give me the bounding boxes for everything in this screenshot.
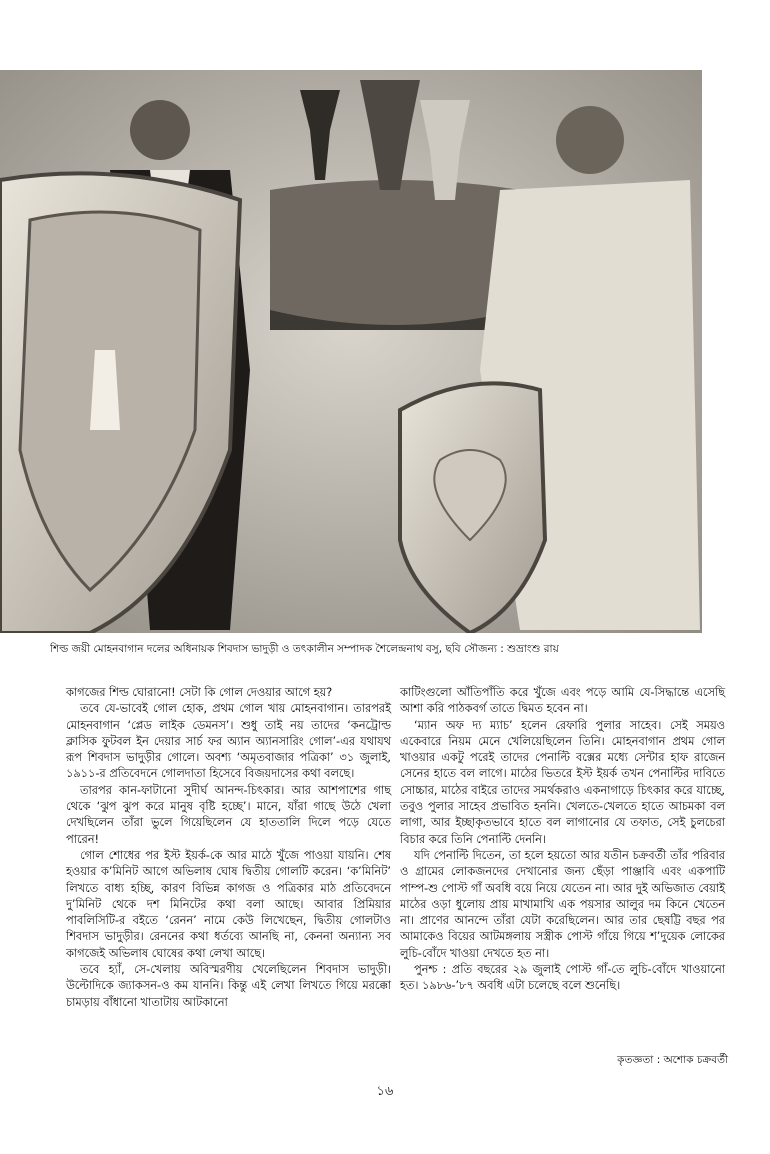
acknowledgement-credit: কৃতজ্ঞতা : অশোক চক্রবর্তী <box>617 1054 728 1066</box>
article-left-column <box>66 685 391 1011</box>
paragraph: পুনশ্চ : প্রতি বছরের ২৯ জুলাই পোস্ট গাঁ-তে লুচি-বোঁদে খাওয়ানো হত। ১৯৮৬-’৮৭ অবধি এটা চলেছে বলে শুনেছি। <box>400 963 725 993</box>
paragraph: ‘ম্যান অফ দ্য ম্যাচ’ হলেন রেফারি পুলার সাহেব। সেই সময়ও একেবারে নিয়ম মেনে খেলিয়েছিলেন তিনি। মোহনবাগান প্রথম গোল খাওয়ার একটু পরেই তাদের পেনাল্টি বক্সের মধ্যে সেন্টার হাফ রাজেন সেনের হাতে বল লাগে। মাঠের ভিতরে ইস্ট ইয়র্ক তখন পেনাল্টির দাবিতে সোচ্চার, মাঠের বাইরে তাদের সমর্থকরাও একনাগাড়ে চিৎকার করে যাচ্ছে, তবুও পুলার সাহেব প্রভাবিত হননি। খেলতে-খেলতে হাতে আচমকা বল লাগা, আর ইচ্ছাকৃতভাবে হাতে বল লাগানোর যে তফাত, সেই চুলচেরা বিচার করে তিনি পেনাল্টি দেননি। <box>400 718 725 846</box>
page-number: ১৬ <box>376 1084 394 1099</box>
historic-team-photo <box>0 70 702 633</box>
paragraph: কাগজের শিল্ড ঘোরানো! সেটা কি গোল দেওয়ার আগে হয়? <box>66 686 333 699</box>
paragraph: গোল শোধের পর ইস্ট ইয়র্ক-কে আর মাঠে খুঁজে পাওয়া যায়নি। শেষ হওয়ার ক’মিনিট আগে অভিলাষ ঘোষ দ্বিতীয় গোলটি করেন। ‘ক’মিনিট’ লিখতে বাধ্য হচ্ছি, কারণ বিভিন্ন কাগজ ও পত্রিকার মাঠ প্রতিবেদনে দু’মিনিট থেকে দশ মিনিটের কথা বলা আছে। আবার প্রিমিয়ার পাবলিসিটি-র বইতে ‘রেনন’ নামে কেউ লিখেছেন, দ্বিতীয় গোলটাও শিবদাস ভাদুড়ীর। রেননের কথা ধর্তব্যে আনছি না, কেননা অন্যান্য সব কাগজেই অভিলাষ ঘোষের কথা লেখা আছে। <box>66 848 391 960</box>
photo-caption: শিল্ড জয়ী মোহনবাগান দলের অধিনায়ক শিবদাস ভাদুড়ী ও তৎকালীন সম্পাদক শৈলেন্দ্রনাথ বসু, ছবি সৌজন্য : শুভ্রাংশু রায় <box>50 643 559 655</box>
article-right-column <box>400 685 725 995</box>
paragraph: তবে যে-ভাবেই গোল হোক, প্রথম গোল খায় মোহনবাগান। তারপরই মোহনবাগান ‘প্লেড লাইক ডেমনস’। শুধু তাই নয় তাদের ‘কনট্রোল্ড ক্লাসিক ফুটবল ইন দেয়ার সার্চ ফর অ্যান অ্যানসারিং গোল’-এর যথাযথ রূপ শিবদাস ভাদুড়ীর গোলে। অবশ্য ‘অমৃতবাজার পত্রিকা’ ৩১ জুলাই, ১৯১১-র প্রতিবেদনে গোলদাতা হিসেবে বিজয়দাসের কথা বলছে। <box>66 702 391 781</box>
paragraph: তবে হ্যাঁ, সে-খেলায় অবিস্মরণীয় খেলেছিলেন শিবদাস ভাদুড়ী। উল্টোদিকে জ্যাকসন-ও কম যাননি। কিন্তু এই লেখা লিখতে গিয়ে মরক্কো চামড়ায় বাঁধানো খাতাটায় আটকানো <box>66 963 391 1009</box>
historic-team-photo-icon <box>0 70 702 633</box>
paragraph: কাটিংগুলো আঁতিপাঁতি করে খুঁজে এবং পড়ে আমি যে-সিদ্ধান্তে এসেছি আশা করি পাঠকবর্গ তাতে দ্বিমত হবেন না। <box>400 686 725 716</box>
paragraph: যদি পেনাল্টি দিতেন, তা হলে হয়তো আর যতীন চক্রবর্তী তাঁর পরিবার ও গ্রামের লোকজনদের দেখানোর জন্য ছেঁড়া পাঞ্জাবি এবং একপাটি পাম্প-শু পোস্ট গাঁ অবধি বয়ে নিয়ে যেতেন না। আর দুই অভিজাত বেয়াই মাঠের ওড়া ধুলোয় প্রায় মাখামাখি এক পয়সার আলুর দম কিনে খেতেন না। প্রাণের আনন্দে তাঁরা যেটা করেছিলেন। আর তার ছেষট্টি বছর পর আমাকেও বিয়ের আটমঙ্গলায় সস্ত্রীক পোস্ট গাঁয়ে গিয়ে শ’দুয়েক লোকের লুচি-বোঁদে খাওয়া দেখতে হত না। <box>400 848 725 960</box>
paragraph: তারপর কান-ফাটানো সুদীর্ঘ আনন্দ-চিৎকার। আর আশপাশের গাছ থেকে ‘ঝুপ ঝুপ করে মানুষ বৃষ্টি হচ্ছে’। মানে, যাঁরা গাছে উঠে খেলা দেখছিলেন তাঁরা ভুলে গিয়েছিলেন যে হাততালি দিলে পড়ে যেতে পারেন! <box>66 783 391 846</box>
